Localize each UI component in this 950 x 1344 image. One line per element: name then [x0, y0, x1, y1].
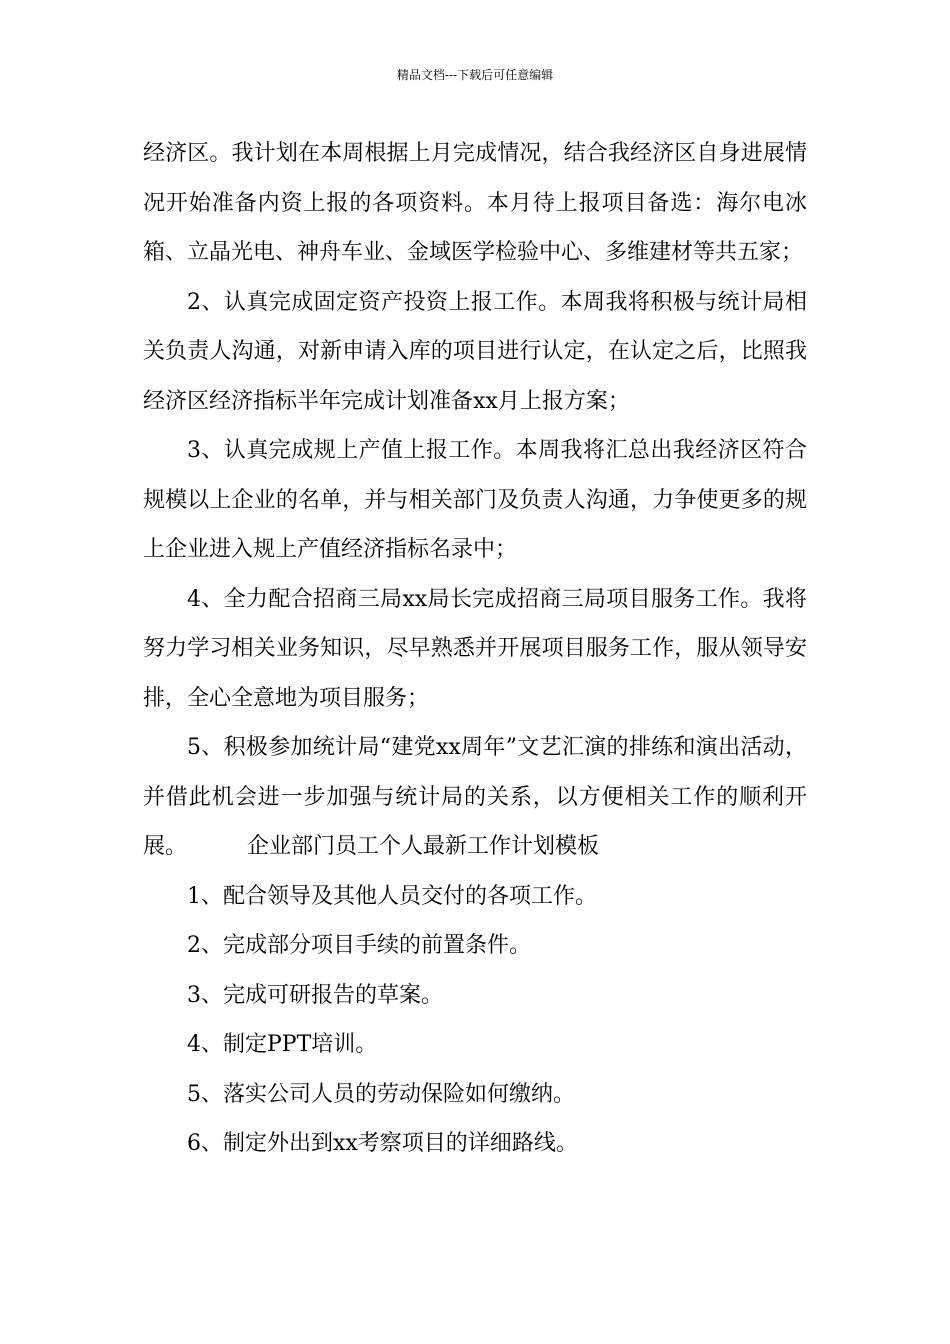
paragraph-item-4: 4、全力配合招商三局xx局长完成招商三局项目服务工作。我将努力学习相关业务知识，尽早熟悉并开展项目服务工作，服从领导安排，全心全意地为项目服务； — [143, 586, 807, 711]
list-item-1: 1、配合领导及其他人员交付的各项工作。 — [187, 883, 597, 909]
list-item-4: 4、制定PPT培训。 — [187, 1032, 378, 1057]
paragraph-item-2: 2、认真完成固定资产投资上报工作。本周我将积极与统计局相关负责人沟通，对新申请入库的项目进行认定，在认定之后，比照我经济区经济指标半年完成计划准备xx月上报方案； — [143, 289, 807, 414]
list-item-5: 5、落实公司人员的劳动保险如何缴纳。 — [187, 1081, 575, 1107]
paragraph-item-5-text: 5、积极参加统计局“建党xx周年”文艺汇演的排练和演出活动，并借此机会进一步加强与统计局的关系，以方便相关工作的顺利开展。 — [143, 735, 807, 859]
list-item-3: 3、完成可研报告的草案。 — [187, 982, 443, 1008]
paragraph-item-5 — [143, 723, 807, 872]
paragraph-item-3: 3、认真完成规上产值上报工作。本周我将汇总出我经济区符合规模以上企业的名单，并与相关部门及负责人沟通，力争使更多的规上企业进入规上产值经济指标名录中； — [143, 438, 807, 562]
paragraph-continuation: 经济区。我计划在本周根据上月完成情况，结合我经济区自身进展情况开始准备内资上报的各项资料。本月待上报项目备选：海尔电冰箱、立晶光电、神舟车业、金域医学检验中心、多维建材等共五家； — [143, 141, 807, 265]
document-body — [143, 129, 807, 1169]
list-item-2: 2、完成部分项目手续的前置条件。 — [187, 933, 531, 958]
section-title: 企业部门员工个人最新工作计划模板 — [247, 834, 600, 859]
list-item-6: 6、制定外出到xx考察项目的详细路线。 — [187, 1131, 578, 1156]
page-header: 精品文档---下载后可任意编辑 — [396, 68, 554, 82]
